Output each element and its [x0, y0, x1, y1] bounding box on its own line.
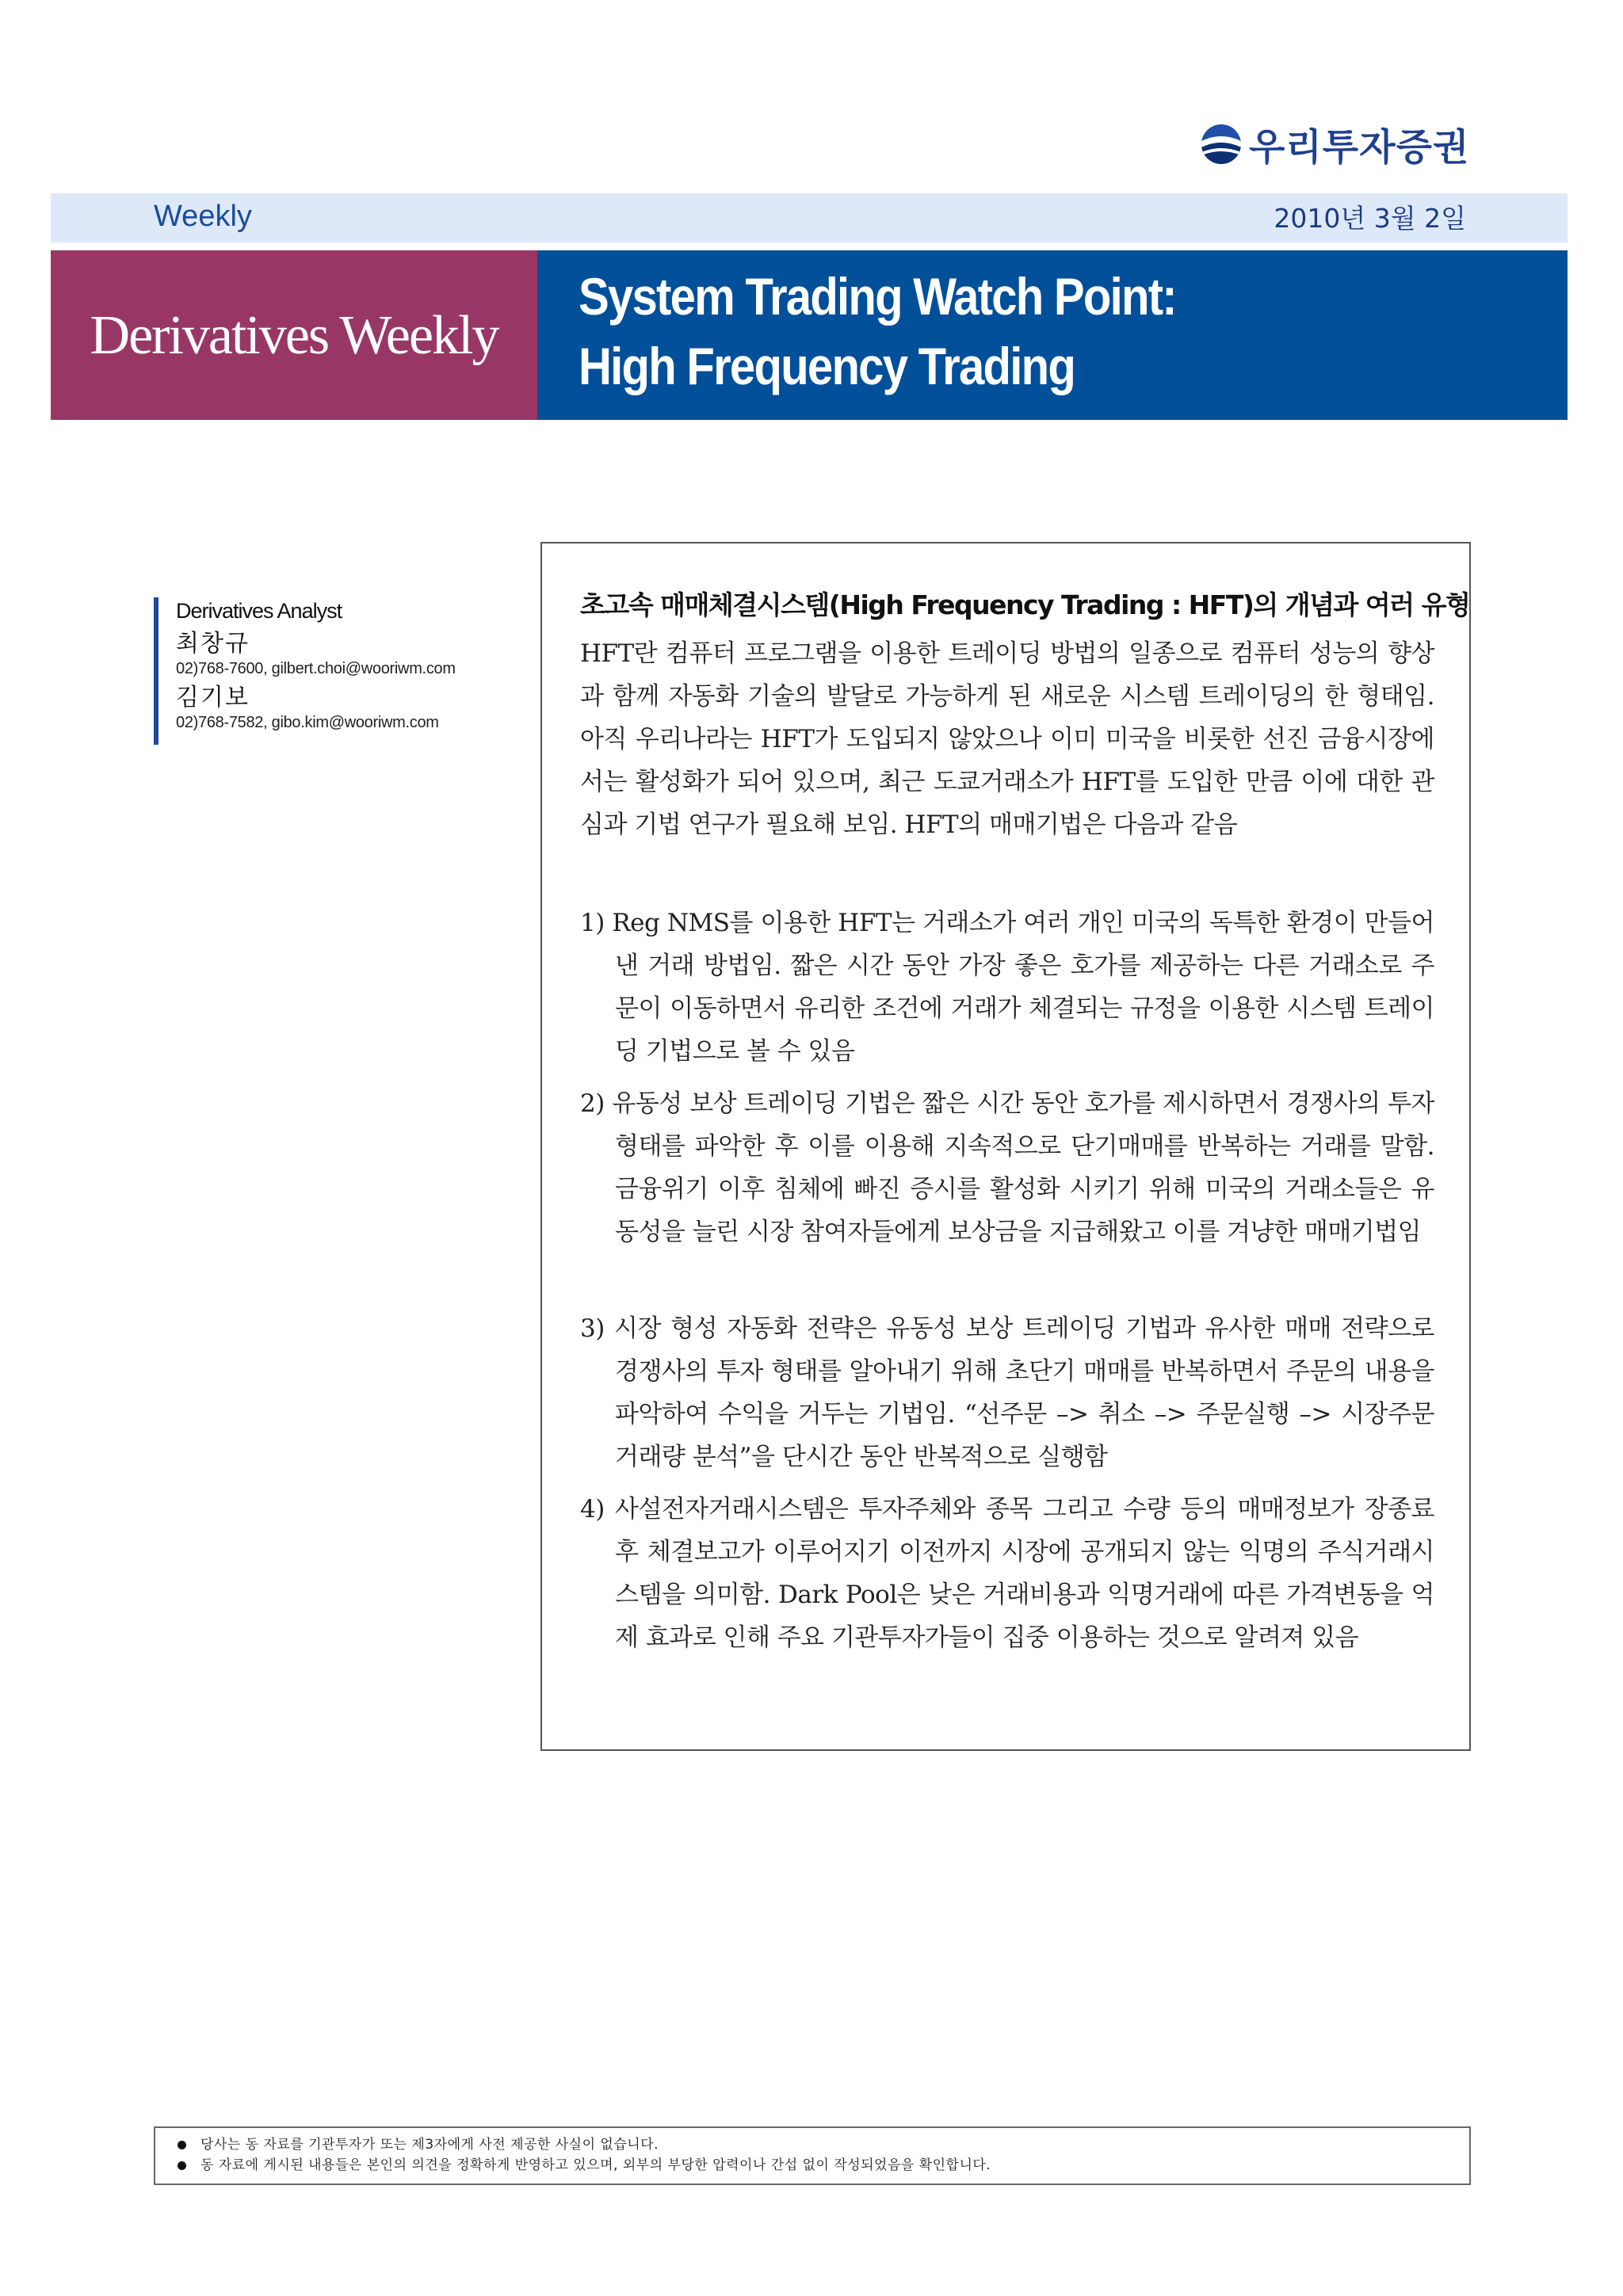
section-heading: 초고속 매매체결시스템(High Frequency Trading : HFT)의 개념과 여러 유형: [580, 589, 1470, 620]
disclaimer-box: [154, 2126, 1471, 2185]
analyst-contact: 02)768-7582, gibo.kim@wooriwm.com: [176, 714, 439, 731]
analyst-name: 최창규: [176, 630, 250, 658]
disclaimer-line: [178, 2155, 1469, 2176]
company-logo: [1200, 120, 1469, 168]
list-item: 4) 사설전자거래시스템은 투자주체와 종목 그리고 수량 등의 매매정보가 장종료 후 체결보고가 이루어지기 이전까지 시장에 공개되지 않는 익명의 주식거래시스템을 의미함. Dark Pool은 낮은 거래비용과 익명거래에 따른 가격변동을 억제 효과로 인해 주요 기관투자가들이 집중 이용하는 것으로 알려져 있음: [580, 1495, 1434, 1652]
banner-publication-panel: [51, 250, 537, 420]
disclaimer-text: 동 자료에 게시된 내용들은 본인의 의견을 정확하게 반영하고 있으며, 외부의 부당한 압력이나 간섭 없이 작성되었음을 확인합니다.: [200, 2157, 991, 2173]
analyst-name: 김기보: [176, 684, 250, 711]
bullet-icon: [178, 2161, 186, 2170]
bullet-icon: [178, 2141, 186, 2149]
intro-paragraph: HFT란 컴퓨터 프로그램을 이용한 트레이딩 방법의 일종으로 컴퓨터 성능의 향상과 함께 자동화 기술의 발달로 가능하게 된 새로운 시스템 트레이딩의 한 형태임. 아직 우리나라는 HFT가 도입되지 않았으나 이미 미국을 비롯한 선진 금융시장에서는 활성화가 되어 있으며, 최근 도쿄거래소가 HFT를 도입한 만큼 이에 대한 관심과 기법 연구가 필요해 보임. HFT의 매매기법은 다음과 같음: [580, 639, 1434, 839]
publication-date: 2010년 3월 2일: [1274, 203, 1466, 234]
weekly-header-bar: [51, 193, 1568, 242]
list-item: 2) 유동성 보상 트레이딩 기법은 짧은 시간 동안 호가를 제시하면서 경쟁사의 투자형태를 파악한 후 이를 이용해 지속적으로 단기매매를 반복하는 거래를 말함. 금융위기 이후 침체에 빠진 증시를 활성화 시키기 위해 미국의 거래소들은 유동성을 늘린 시장 참여자들에게 보상금을 지급해왔고 이를 겨냥한 매매기법임: [580, 1089, 1434, 1246]
report-title-line-2: High Frequency Trading: [579, 337, 1075, 395]
publication-name: Derivatives Weekly: [90, 305, 498, 366]
analyst-contact: 02)768-7600, gilbert.choi@wooriwm.com: [176, 660, 456, 677]
disclaimer-text: 당사는 동 자료를 기관투자가 또는 제3자에게 사전 제공한 사실이 없습니다.: [200, 2137, 659, 2153]
woori-logo-icon: [1200, 123, 1243, 166]
analyst-info: [154, 597, 487, 745]
series-label: Weekly: [154, 200, 252, 233]
list-item: 1) Reg NMS를 이용한 HFT는 거래소가 여러 개인 미국의 독특한 환경이 만들어낸 거래 방법임. 짧은 시간 동안 가장 좋은 호가를 제공하는 다른 거래소로 주문이 이동하면서 유리한 조건에 거래가 체결되는 규정을 이용한 시스템 트레이딩 기법으로 볼 수 있음: [580, 909, 1434, 1066]
logo-text: 우리투자증권: [1249, 125, 1470, 170]
summary-box: [540, 542, 1471, 1751]
list-item: 3) 시장 형성 자동화 전략은 유동성 보상 트레이딩 기법과 유사한 매매 전략으로 경쟁사의 투자 형태를 알아내기 위해 초단기 매매를 반복하면서 주문의 내용을 파악하여 수익을 거두는 기법임. “선주문 –> 취소 –> 주문실행 –> 시장주문거래량 분석”을 단시간 동안 반복적으로 실행함: [580, 1314, 1434, 1471]
banner-title-panel: [537, 250, 1568, 420]
analyst-role: Derivatives Analyst: [176, 599, 342, 623]
report-title-line-1: System Trading Watch Point:: [579, 267, 1176, 326]
disclaimer-line: [178, 2134, 1469, 2155]
